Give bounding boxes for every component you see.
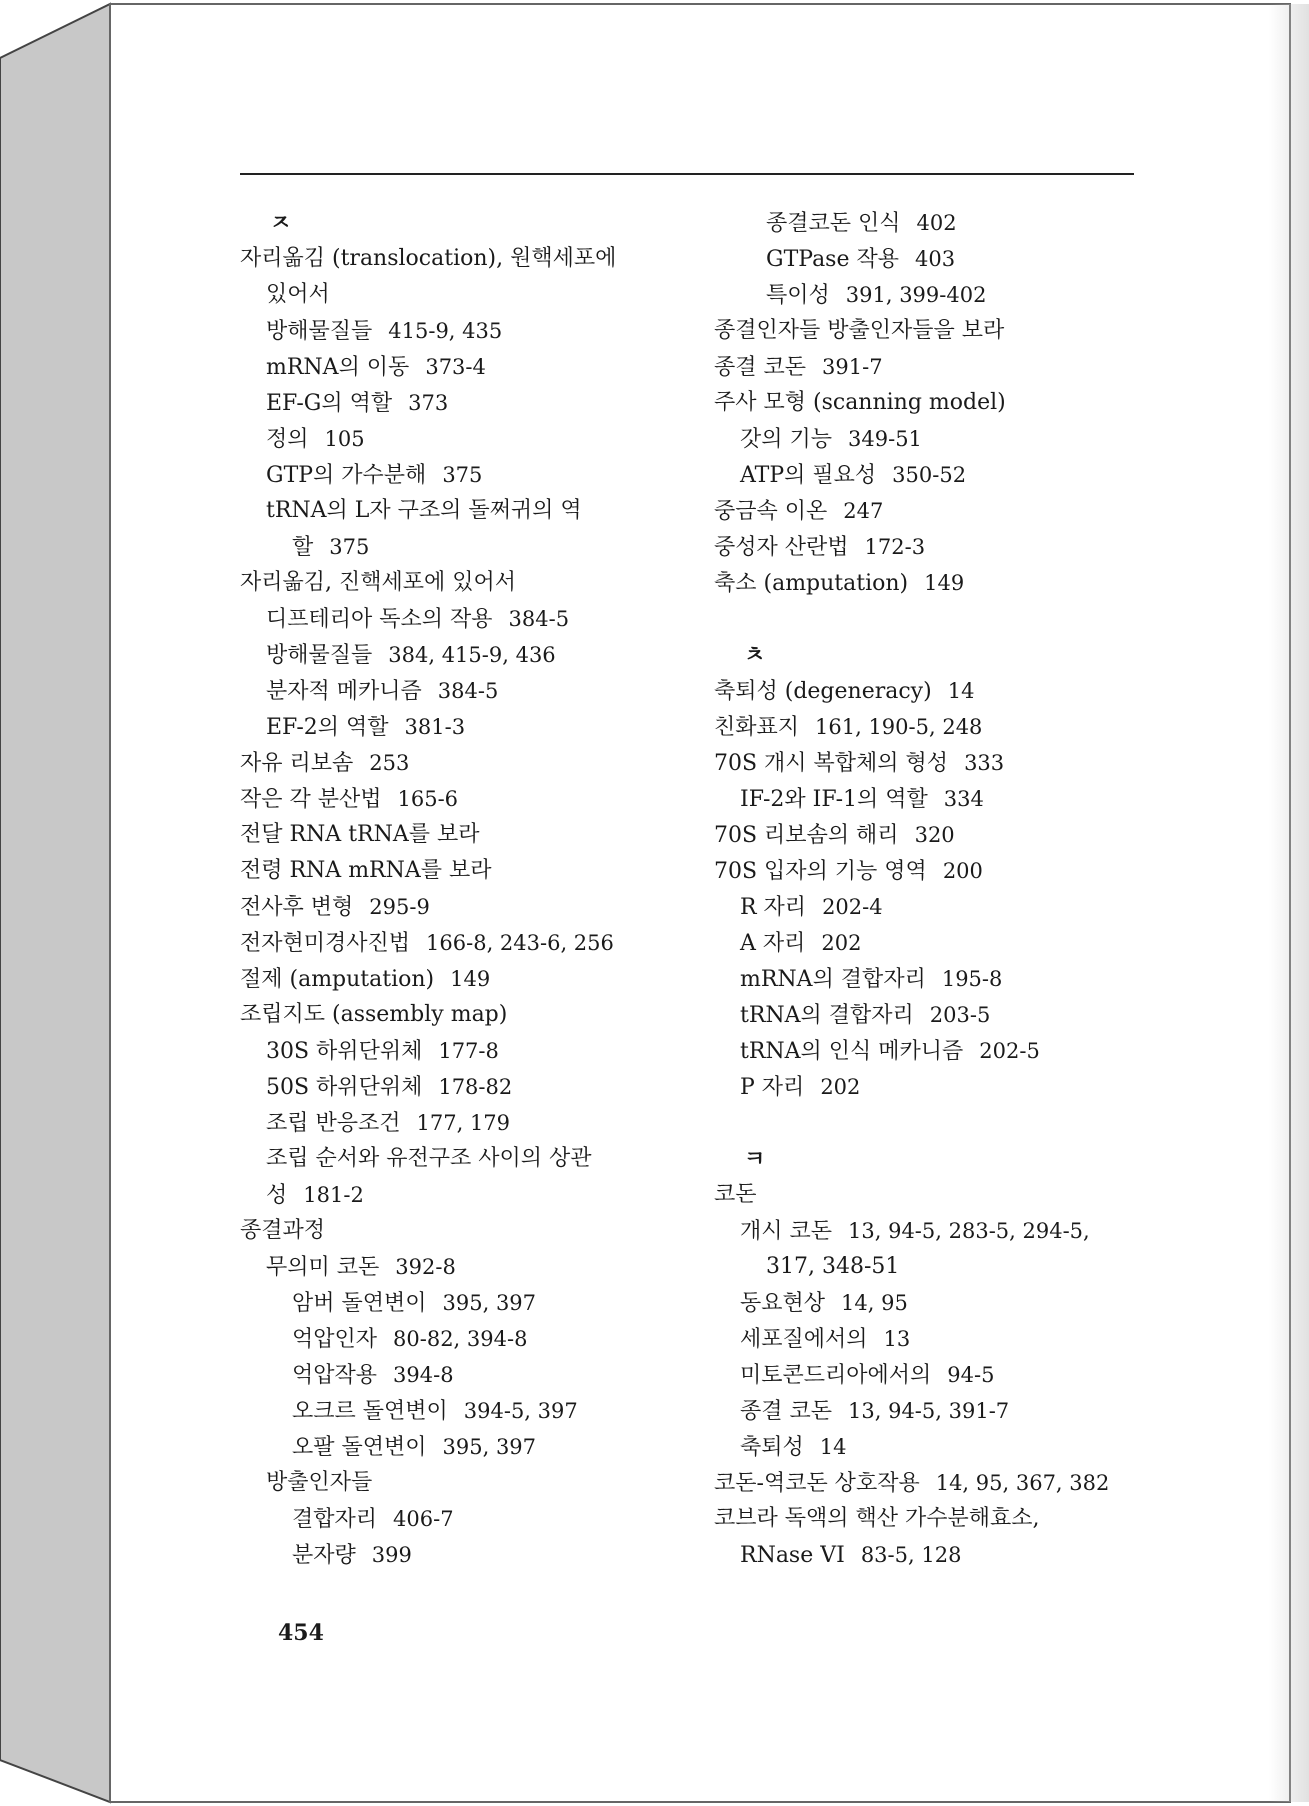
index-term: 70S 입자의 기능 영역	[714, 859, 927, 884]
index-entry	[714, 1285, 1154, 1321]
index-entry	[714, 457, 1154, 493]
index-entry	[714, 1177, 1154, 1213]
index-entry	[714, 709, 1154, 745]
index-term: 방출인자들	[266, 1470, 373, 1495]
index-entry	[240, 1393, 680, 1429]
index-term: 억압인자	[292, 1327, 378, 1352]
index-term: 조립 반응조건	[266, 1111, 401, 1136]
index-pages: 395, 397	[442, 1435, 537, 1459]
index-entry	[240, 529, 680, 565]
index-entry	[240, 1429, 680, 1465]
index-pages: 202-5	[979, 1039, 1040, 1063]
index-pages: 391, 399-402	[845, 283, 987, 307]
index-pages: 375	[329, 535, 370, 559]
index-entry	[240, 1141, 680, 1177]
index-pages: 165-6	[397, 787, 459, 811]
index-entry	[240, 277, 680, 313]
index-entry	[714, 817, 1154, 853]
index-term: 종결 코돈	[714, 355, 807, 380]
index-entry	[240, 1177, 680, 1213]
index-pages: 149	[924, 571, 965, 595]
index-entry	[240, 421, 680, 457]
index-term: 축퇴성	[740, 1435, 804, 1460]
index-pages: 14	[947, 679, 975, 703]
index-entry	[240, 1105, 680, 1141]
index-term: 317, 348-51	[766, 1254, 900, 1279]
index-term: 종결코돈 인식	[766, 211, 901, 236]
index-term: tRNA의 인식 메카니즘	[740, 1039, 964, 1064]
index-pages: 202	[821, 931, 862, 955]
index-entry	[714, 241, 1154, 277]
index-term: tRNA의 L자 구조의 돌쩌귀의 역	[266, 498, 582, 523]
index-entry	[240, 1321, 680, 1357]
index-term: 주사 모형 (scanning model)	[714, 390, 1006, 415]
index-term: 있어서	[266, 282, 330, 307]
index-entry	[240, 889, 680, 925]
index-entry	[240, 241, 680, 277]
index-term: GTPase 작용	[766, 247, 899, 272]
index-entry	[714, 889, 1154, 925]
index-pages: 202	[820, 1075, 861, 1099]
index-entry	[240, 637, 680, 673]
index-term: 전령 RNA mRNA를 보라	[240, 858, 492, 883]
index-term: GTP의 가수분해	[266, 463, 427, 488]
index-entry	[714, 529, 1154, 565]
index-term: EF-2의 역할	[266, 715, 389, 740]
index-entry	[714, 1213, 1154, 1249]
index-term: 분자적 메카니즘	[266, 679, 422, 704]
index-entry	[714, 565, 1154, 601]
index-entry	[714, 1501, 1154, 1537]
index-entry	[240, 997, 680, 1033]
index-term: 오팔 돌연변이	[292, 1435, 427, 1460]
index-pages: 247	[843, 499, 884, 523]
index-entry	[714, 1393, 1154, 1429]
index-term: 오크르 돌연변이	[292, 1399, 448, 1424]
index-entry	[240, 1501, 680, 1537]
index-pages: 177-8	[438, 1039, 499, 1063]
index-pages: 395, 397	[442, 1291, 537, 1315]
index-pages: 392-8	[395, 1255, 456, 1279]
index-term: 조립지도 (assembly map)	[240, 1002, 508, 1027]
index-entry	[240, 1069, 680, 1105]
index-term: tRNA의 결합자리	[740, 1003, 914, 1028]
index-pages: 295-9	[369, 895, 430, 919]
index-entry	[240, 817, 680, 853]
index-pages: 320	[914, 823, 955, 847]
index-entry	[714, 745, 1154, 781]
index-entry	[714, 961, 1154, 997]
index-pages: 415-9, 435	[388, 319, 503, 343]
index-term: 코돈	[714, 1182, 757, 1207]
index-term: 개시 코돈	[740, 1219, 833, 1244]
index-entry	[240, 565, 680, 601]
index-term: 축퇴성 (degeneracy)	[714, 679, 932, 704]
index-term: 축소 (amputation)	[714, 571, 909, 596]
index-entry	[714, 1357, 1154, 1393]
index-entry	[714, 1069, 1154, 1105]
index-entry	[714, 1249, 1154, 1285]
section-letter: ㅊ	[744, 642, 766, 668]
page-edge-shadow	[1269, 4, 1309, 1802]
index-entry	[714, 997, 1154, 1033]
index-term: 분자량	[292, 1543, 356, 1568]
index-term: 갓의 기능	[740, 427, 833, 452]
index-entry	[714, 853, 1154, 889]
index-entry	[240, 745, 680, 781]
index-entry	[240, 1285, 680, 1321]
index-entry	[240, 781, 680, 817]
index-term: 중금속 이온	[714, 499, 828, 524]
index-pages: 181-2	[303, 1183, 364, 1207]
left-index-column	[240, 205, 680, 1573]
index-entry	[240, 961, 680, 997]
index-term: R 자리	[740, 895, 807, 920]
index-entry	[714, 313, 1154, 349]
header-rule	[240, 173, 1134, 175]
index-pages: 172-3	[864, 535, 926, 559]
index-term: P 자리	[740, 1075, 805, 1100]
index-pages: 384-5	[437, 679, 499, 703]
index-entry	[714, 1321, 1154, 1357]
index-pages: 334	[943, 787, 984, 811]
index-term: 정의	[266, 427, 309, 452]
index-term: 전달 RNA tRNA를 보라	[240, 822, 480, 847]
index-term: 자리옮김, 진핵세포에 있어서	[240, 570, 517, 595]
index-term: 70S 개시 복합체의 형성	[714, 751, 949, 776]
index-pages: 375	[442, 463, 483, 487]
index-entry	[714, 421, 1154, 457]
index-entry	[714, 277, 1154, 313]
index-term: 중성자 산란법	[714, 535, 849, 560]
index-pages: 384, 415-9, 436	[388, 643, 556, 667]
index-entry	[240, 925, 680, 961]
index-pages: 203-5	[929, 1003, 991, 1027]
index-entry	[714, 349, 1154, 385]
index-term: 조립 순서와 유전구조 사이의 상관	[266, 1146, 592, 1171]
index-term: mRNA의 결합자리	[740, 967, 926, 992]
index-entry	[714, 493, 1154, 529]
index-entry	[240, 349, 680, 385]
index-term: 종결 코돈	[740, 1399, 833, 1424]
index-entry	[240, 457, 680, 493]
index-entry	[240, 673, 680, 709]
index-pages: 105	[324, 427, 365, 451]
index-entry	[714, 1537, 1154, 1573]
index-pages: 80-82, 394-8	[393, 1327, 528, 1351]
index-term: 친화표지	[714, 715, 800, 740]
index-entry	[714, 205, 1154, 241]
section-letter: ㅈ	[270, 210, 292, 236]
index-term: 30S 하위단위체	[266, 1039, 423, 1064]
index-term: 결합자리	[292, 1507, 378, 1532]
index-term: 무의미 코돈	[266, 1255, 380, 1280]
index-pages: 399	[371, 1543, 412, 1567]
index-term: 동요현상	[740, 1291, 826, 1316]
section-gap	[714, 601, 1154, 637]
index-pages: 202-4	[822, 895, 883, 919]
index-pages: 391-7	[822, 355, 883, 379]
index-pages: 394-5, 397	[463, 1399, 578, 1423]
index-entry	[240, 1213, 680, 1249]
index-term: 50S 하위단위체	[266, 1075, 423, 1100]
index-entry	[714, 1033, 1154, 1069]
index-pages: 13	[883, 1327, 911, 1351]
right-index-column	[714, 205, 1154, 1573]
index-term: 암버 돌연변이	[292, 1291, 427, 1316]
index-term: RNase VI	[740, 1543, 845, 1568]
index-pages: 373	[408, 391, 449, 415]
index-entry	[240, 601, 680, 637]
index-pages: 161, 190-5, 248	[815, 715, 983, 739]
index-entry	[714, 673, 1154, 709]
index-entry	[240, 313, 680, 349]
index-pages: 200	[942, 859, 983, 883]
index-term: 미토콘드리아에서의	[740, 1363, 932, 1388]
index-pages: 373-4	[425, 355, 486, 379]
index-entry	[714, 781, 1154, 817]
index-pages: 83-5, 128	[860, 1543, 962, 1567]
index-entry	[240, 709, 680, 745]
index-pages: 13, 94-5, 391-7	[848, 1399, 1010, 1423]
index-pages: 384-5	[508, 607, 570, 631]
index-pages: 177, 179	[416, 1111, 511, 1135]
section-gap	[714, 1105, 1154, 1141]
index-entry	[240, 1465, 680, 1501]
index-term: A 자리	[740, 931, 806, 956]
index-pages: 94-5	[947, 1363, 995, 1387]
index-term: 억압작용	[292, 1363, 378, 1388]
index-term: 전자현미경사진법	[240, 931, 411, 956]
index-pages: 253	[369, 751, 410, 775]
index-term: 70S 리보솜의 해리	[714, 823, 899, 848]
index-term: 자유 리보솜	[240, 751, 354, 776]
index-pages: 381-3	[404, 715, 466, 739]
index-entry	[240, 1033, 680, 1069]
index-term: 전사후 변형	[240, 895, 354, 920]
index-pages: 350-52	[892, 463, 967, 487]
index-term: ATP의 필요성	[740, 463, 877, 488]
index-term: 작은 각 분산법	[240, 787, 382, 812]
index-pages: 14, 95	[841, 1291, 908, 1315]
index-pages: 178-82	[438, 1075, 513, 1099]
index-entry	[240, 1537, 680, 1573]
index-pages: 403	[915, 247, 956, 271]
index-term: 방해물질들	[266, 319, 373, 344]
index-term: 특이성	[766, 283, 830, 308]
index-term: 코돈-역코돈 상호작용	[714, 1471, 920, 1496]
index-term: 자리옮김 (translocation), 원핵세포에	[240, 246, 617, 271]
index-entry	[240, 1357, 680, 1393]
index-pages: 13, 94-5, 283-5, 294-5,	[848, 1219, 1090, 1243]
index-entry	[240, 385, 680, 421]
index-pages: 149	[450, 967, 491, 991]
index-term: 세포질에서의	[740, 1327, 868, 1352]
index-term: 성	[266, 1183, 288, 1208]
index-pages: 333	[964, 751, 1005, 775]
index-term: 디프테리아 독소의 작용	[266, 607, 493, 632]
index-pages: 406-7	[393, 1507, 454, 1531]
index-pages: 394-8	[393, 1363, 454, 1387]
index-pages: 195-8	[941, 967, 1003, 991]
index-term: 종결과정	[240, 1218, 326, 1243]
index-term: 종결인자들 방출인자들을 보라	[714, 318, 1005, 343]
index-entry	[714, 1429, 1154, 1465]
section-letter: ㅋ	[744, 1146, 766, 1172]
index-term: 코브라 독액의 핵산 가수분해효소,	[714, 1506, 1040, 1531]
index-pages: 14	[819, 1435, 847, 1459]
index-term: 방해물질들	[266, 643, 373, 668]
index-pages: 402	[916, 211, 957, 235]
index-term: EF-G의 역할	[266, 391, 393, 416]
index-entry	[714, 1465, 1154, 1501]
index-term: 절제 (amputation)	[240, 967, 435, 992]
index-pages: 166-8, 243-6, 256	[426, 931, 614, 955]
page-number: 454	[278, 1620, 324, 1646]
index-entry	[714, 385, 1154, 421]
index-term: mRNA의 이동	[266, 355, 410, 380]
index-entry	[240, 493, 680, 529]
index-term: 할	[292, 535, 314, 560]
index-pages: 349-51	[848, 427, 922, 451]
index-pages: 14, 95, 367, 382	[935, 1471, 1110, 1495]
index-entry	[240, 1249, 680, 1285]
index-entry	[714, 925, 1154, 961]
index-entry	[240, 853, 680, 889]
index-term: IF-2와 IF-1의 역할	[740, 787, 928, 812]
